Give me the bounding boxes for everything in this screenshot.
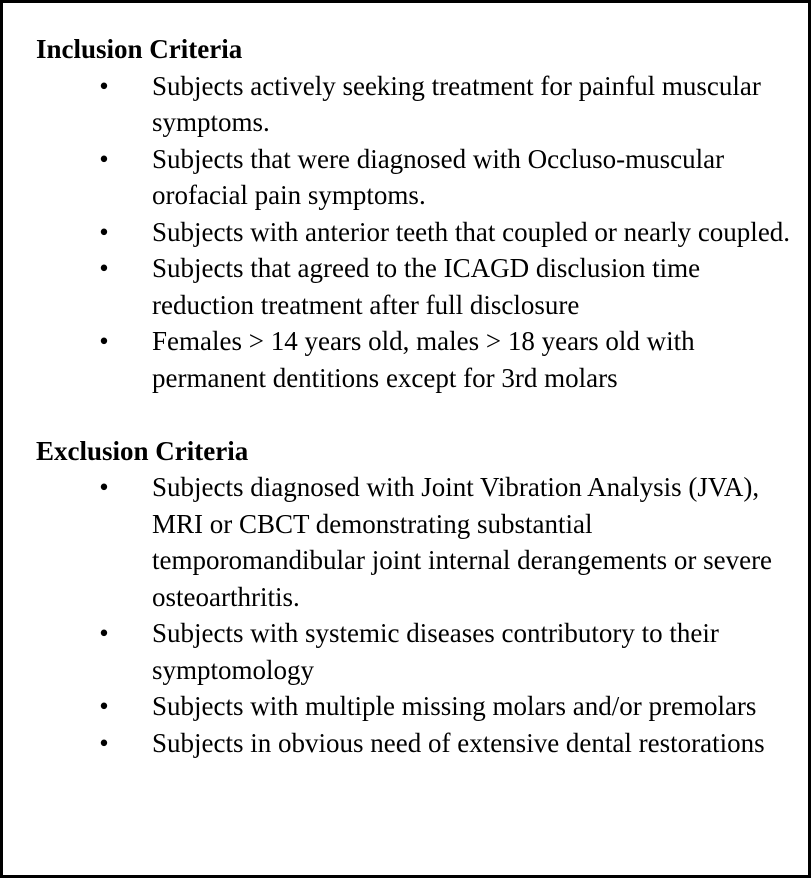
section-spacer: [36, 396, 798, 433]
list-item-text: Females > 14 years old, males > 18 years old with permanent dentitions except for 3rd molars: [152, 326, 695, 393]
bullet-icon: •: [99, 70, 109, 101]
bullet-icon: •: [99, 618, 109, 648]
list-item-text: Subjects actively seeking treatment for painful muscular symptoms.: [152, 70, 761, 137]
bullet-icon: •: [99, 691, 109, 721]
list-item-text: Subjects with multiple missing molars and/or premolars: [152, 691, 757, 721]
bullet-icon: •: [99, 472, 109, 502]
bullet-icon: •: [99, 253, 109, 283]
list-item-text: Subjects that agreed to the ICAGD disclusion time reduction treatment after full disclosure: [152, 253, 701, 320]
list-item: [36, 615, 798, 688]
list-item-text: Subjects that were diagnosed with Occluso-muscular orofacial pain symptoms.: [152, 143, 725, 210]
list-item-text: Subjects with anterior teeth that coupled or nearly coupled.: [152, 216, 791, 247]
bullet-icon: •: [99, 727, 109, 758]
list-item-text: Subjects diagnosed with Joint Vibration Analysis (JVA), MRI or CBCT demonstrating substantial temporomandibular joint internal derangements or severe osteoarthritis.: [152, 472, 773, 612]
list-item: [36, 250, 798, 323]
list-item-text: Subjects in obvious need of extensive dental restorations: [152, 727, 765, 758]
inclusion-criteria-list: [36, 68, 798, 397]
inclusion-criteria-title: Inclusion Criteria: [36, 34, 243, 64]
bullet-icon: •: [99, 326, 109, 356]
list-item: [36, 214, 798, 251]
list-item: [36, 469, 798, 615]
bullet-icon: •: [99, 216, 109, 247]
list-item: [36, 725, 798, 762]
list-item: [36, 323, 798, 396]
list-item: [36, 141, 798, 214]
bullet-icon: •: [99, 143, 109, 174]
list-item: [36, 688, 798, 725]
exclusion-criteria-list: [36, 469, 798, 761]
exclusion-criteria-title: Exclusion Criteria: [36, 435, 249, 466]
list-item-text: Subjects with systemic diseases contributory to their symptomology: [152, 618, 719, 685]
list-item: [36, 68, 798, 141]
